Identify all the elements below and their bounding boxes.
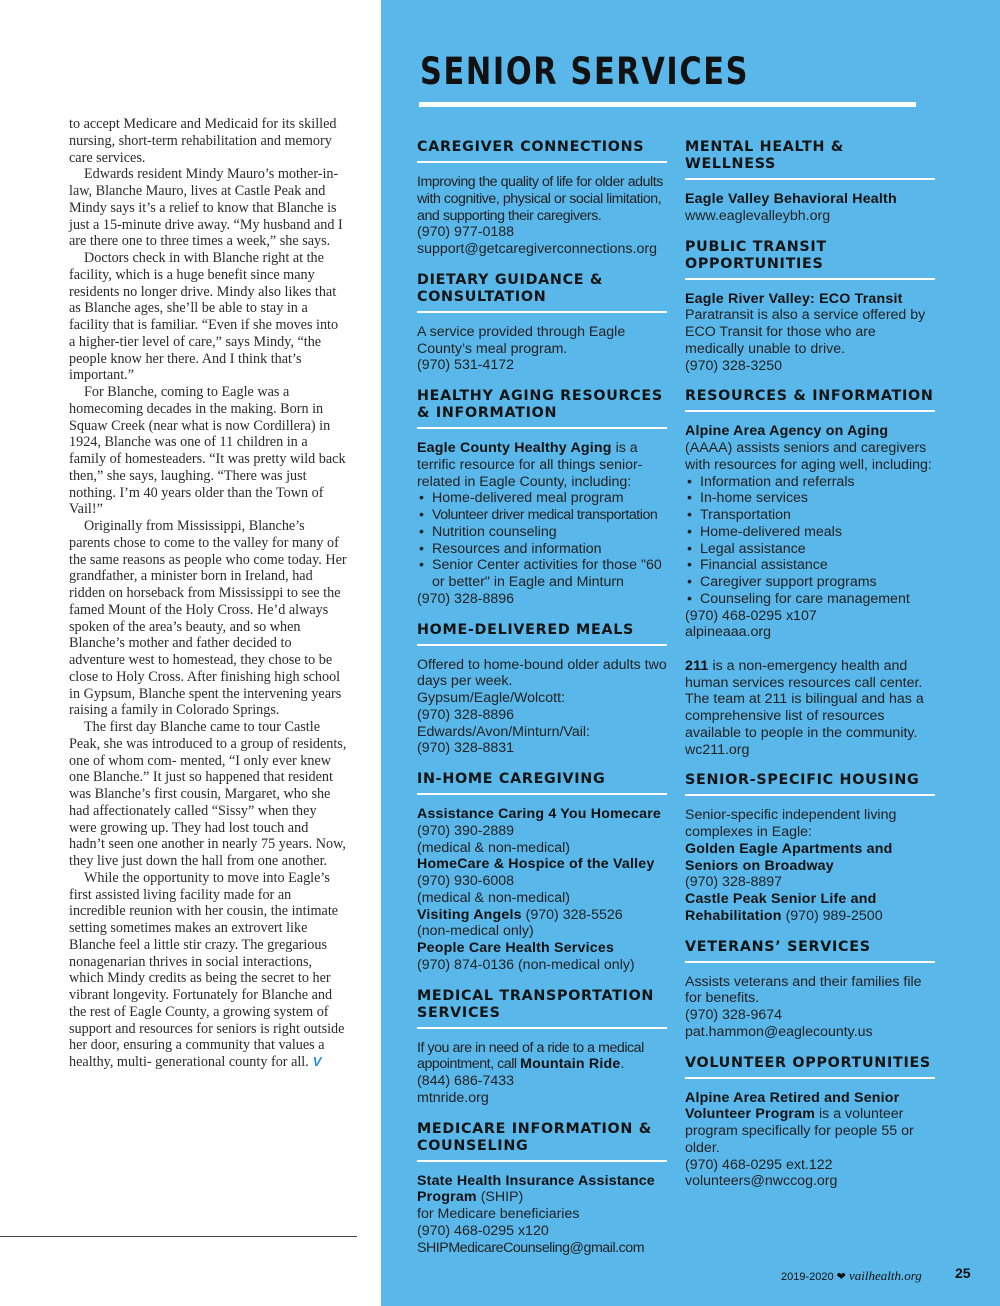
section-medical-transportation: MEDICAL TRANSPORTATION SERVICES If you are in need of a ride to a medical appointment, call Mountain Ride. (844) 686-7433 mtnride.org: [417, 988, 667, 1107]
provider-name: Alpine Area Agency on Aging: [685, 423, 889, 440]
list-item: • Financial assistance: [685, 557, 935, 574]
services-column-right: [685, 139, 935, 1204]
website-link[interactable]: www.eaglevalleybh.org: [685, 207, 831, 224]
list-item: • Counseling for care management: [685, 591, 935, 608]
provider-note: (medical & non-medical): [417, 889, 570, 906]
section-heading: MEDICAL TRANSPORTATION SERVICES: [417, 988, 667, 1029]
list-item: • Home-delivered meals: [685, 524, 935, 541]
issue-year: 2019-2020: [781, 1271, 834, 1283]
provider-name: 211: [685, 657, 709, 674]
heart-icon: ❤: [836, 1271, 846, 1283]
provider-name: Castle Peak Senior Life and Rehabilitation: [685, 891, 877, 924]
section-dietary-guidance: [417, 272, 667, 374]
provider-abbreviation: (SHIP): [480, 1189, 524, 1206]
section-description: Paratransit is also a service offered by ECO Transit for those who are medically unable to drive.: [685, 307, 926, 357]
email-link[interactable]: SHIPMedicareCounseling@gmail.com: [417, 1239, 645, 1256]
section-heading: IN-HOME CAREGIVING: [417, 771, 667, 795]
article-paragraph: The first day Blanche came to tour Castle Peak, she was introduced to a group of residents, one of whom com- mented, “I only ever knew one Blanche.” It just so happened that resident was Blanche’s first cousin, Margaret, who she had affectionately called “Sissy” when they were growing up. They had lost touch and hadn’t seen one another in nearly 75 years. Now, they live just down the hall from one another.: [69, 719, 347, 869]
provider-name: Golden Eagle Apartments and Seniors on Broadway: [685, 840, 893, 874]
phone-number: (970) 328-8831: [417, 740, 515, 757]
section-heading: RESOURCES & INFORMATION: [685, 388, 935, 412]
email-link[interactable]: support@getcaregiverconnections.org: [417, 241, 657, 257]
phone-number: (970) 930-6008: [417, 873, 515, 889]
section-description: Senior-specific independent living complexes in Eagle:: [685, 807, 897, 840]
phone-number: (970) 468-0295 x107: [685, 607, 817, 624]
service-area: Gypsum/Eagle/Wolcott:: [417, 690, 565, 706]
page-footer: [781, 1268, 922, 1284]
bottom-rule: [0, 1236, 357, 1237]
phone-number: (970) 390-2889: [417, 822, 515, 839]
list-item: • Information and referrals: [685, 474, 935, 491]
website-link[interactable]: mtnride.org: [417, 1089, 489, 1106]
section-description: is a non-emergency health and human services resources call center. The team at 211 is bilingual and has a comprehensive list of resources available to people in the community.: [685, 657, 924, 741]
page-number: 25: [955, 1265, 971, 1281]
section-home-delivered-meals: [417, 622, 667, 758]
provider-name: Eagle County Healthy Aging: [417, 440, 612, 456]
section-heading: MENTAL HEALTH & WELLNESS: [685, 139, 935, 180]
list-item: • Resources and information: [417, 541, 667, 558]
phone-number: (970) 328-9674: [685, 1007, 783, 1023]
service-area: Edwards/Avon/Minturn/Vail:: [417, 723, 590, 740]
services-column-left: [417, 139, 667, 1270]
provider-name: Eagle Valley Behavioral Health: [685, 191, 897, 207]
phone-number: (970) 328-3250: [685, 357, 783, 374]
service-list: [417, 490, 667, 591]
list-item: • Transportation: [685, 507, 935, 524]
phone-number: (970) 468-0295 ext.122: [685, 1156, 833, 1173]
section-medicare-counseling: [417, 1121, 667, 1257]
section-heading: DIETARY GUIDANCE & CONSULTATION: [417, 272, 667, 313]
section-description: If you are in need of a ride to a medical appointment, call: [417, 1039, 644, 1073]
section-description: (AAAA) assists seniors and caregivers with resources for aging well, including:: [685, 440, 932, 473]
phone-number: (844) 686-7433: [417, 1073, 515, 1089]
section-veterans-services: [685, 939, 935, 1041]
article-paragraph: Doctors check in with Blanche right at the facility, which is a huge benefit since many residents no longer drive. Mindy also likes that as Blanche ages, she’ll be able to stay in a facility that is familiar. “Even if she moves into a higher-tier level of care,” says Mindy, “the people know her there. And I think that’s important.”: [69, 250, 339, 384]
list-item: • Legal assistance: [685, 541, 935, 558]
list-item: • Volunteer driver medical transportation: [417, 507, 667, 524]
provider-name: Alpine Area Retired and Senior Volunteer Program: [685, 1089, 900, 1123]
section-heading: HOME-DELIVERED MEALS: [417, 622, 667, 646]
section-heading: VOLUNTEER OPPORTUNITIES: [685, 1055, 935, 1079]
section-description: for Medicare beneficiaries: [417, 1206, 580, 1222]
website-footer: vailhealth.org: [848, 1268, 922, 1283]
provider-name: Assistance Caring 4 You Homecare: [417, 806, 662, 822]
email-link[interactable]: pat.hammon@eaglecounty.us: [685, 1023, 873, 1040]
article-column: [69, 116, 347, 1071]
provider-note: (medical & non-medical): [417, 839, 570, 856]
provider-note: (non-medical only): [417, 923, 534, 940]
phone-number: (970) 989-2500: [785, 907, 883, 924]
phone-number: (970) 977-0188: [417, 224, 515, 241]
website-link[interactable]: alpineaaa.org: [685, 624, 771, 641]
phone-number: (970) 328-8897: [685, 874, 783, 891]
email-link[interactable]: volunteers@nwccog.org: [685, 1173, 838, 1190]
section-resources-information: [685, 388, 935, 758]
phone-number: (970) 874-0136 (non-medical only): [417, 956, 635, 973]
phone-number: (970) 531-4172: [417, 357, 515, 374]
section-description: is a terrific resource for all things senior-related in Eagle County, including:: [417, 440, 643, 490]
section-heading: CAREGIVER CONNECTIONS: [417, 139, 667, 163]
section-senior-housing: [685, 772, 935, 924]
phone-number: (970) 328-8896: [417, 590, 515, 607]
website-link[interactable]: wc211.org: [685, 741, 750, 758]
phone-number: (970) 468-0295 x120: [417, 1222, 549, 1239]
section-in-home-caregiving: [417, 771, 667, 974]
section-heading: SENIOR-SPECIFIC HOUSING: [685, 772, 935, 796]
section-caregiver-connections: [417, 139, 667, 258]
section-description: is a volunteer program specifically for people 55 or older.: [685, 1106, 914, 1156]
section-heading: VETERANS’ SERVICES: [685, 939, 935, 963]
provider-name: State Health Insurance Assistance Program: [417, 1172, 655, 1206]
panel-title: SENIOR SERVICES: [420, 50, 750, 93]
article-paragraph: Originally from Mississippi, Blanche’s parents chose to come to the valley for many of the same reasons as people who come today. Her grandfather, a minister born in Ireland, had ridden on horseback from Mississippi to see the famed Mount of the Holy Cross. He’d always spoken of the area’s beauty, and so when Blanche’s mother and father decided to adventure west to homestead, they chose to be close to Holy Cross. After finishing high school in Gypsum, Blanche spent the intervening years raising a family in Colorado Springs.: [69, 518, 347, 719]
title-rule: [419, 102, 916, 107]
provider-name: Mountain Ride: [520, 1056, 621, 1073]
phone-number: (970) 328-8896: [417, 706, 515, 723]
service-list: [685, 474, 935, 608]
section-description: Improving the quality of life for older adults with cognitive, physical or social limitation, and supporting their caregivers.: [417, 174, 663, 224]
section-description: A service provided through Eagle County’s meal program.: [417, 323, 626, 357]
list-item: • Caregiver support programs: [685, 574, 935, 591]
phone-number: (970) 328-5526: [525, 906, 623, 923]
section-heading: PUBLIC TRANSIT OPPORTUNITIES: [685, 239, 935, 280]
provider-name: Visiting Angels: [417, 906, 522, 923]
section-heading: MEDICARE INFORMATION & COUNSELING: [417, 1121, 667, 1162]
article-paragraph-last: [69, 870, 347, 1071]
article-paragraph-text: While the opportunity to move into Eagle’s first assisted living facility made for an incredible reunion with her cousin, the intimate setting sometimes makes an extrovert like Blanche feel a little stir crazy. The gregarious nonagenarian thrives in social interactions, which Mindy credits as being the secret to her vibrant longevity. Fortunately for Blanche and the rest of Eagle County, a growing system of support and resources for seniors is right outside her door, ensuring a community that values a healthy, multi- generational county for all.: [69, 869, 345, 1070]
section-healthy-aging: [417, 388, 667, 608]
article-paragraph: For Blanche, coming to Eagle was a homecoming decades in the making. Born in Squaw Creek (near what is now Cordillera) in 1924, Blanche was one of 11 children in a family of homesteaders. “It was pretty wild back then,” she says, laughing. “There was just nothing. I’m 40 years older than the Town of Vail!”: [69, 384, 346, 518]
section-volunteer-opportunities: [685, 1055, 935, 1191]
section-description: Offered to home-bound older adults two days per week.: [417, 656, 667, 690]
provider-name: HomeCare & Hospice of the Valley: [417, 856, 655, 873]
list-item: • Senior Center activities for those "60 or better" in Eagle and Minturn: [417, 557, 667, 591]
section-heading: HEALTHY AGING RESOURCES & INFORMATION: [417, 388, 667, 429]
article-paragraph: to accept Medicare and Medicaid for its skilled nursing, short-term rehabilitation and memory care services.: [69, 116, 337, 166]
list-item: • Home-delivered meal program: [417, 490, 667, 507]
section-public-transit: [685, 239, 935, 375]
provider-name: Eagle River Valley: ECO Transit: [685, 290, 903, 307]
section-description: Assists veterans and their families file for benefits.: [685, 973, 922, 1007]
section-mental-health: [685, 139, 935, 225]
list-item: • In-home services: [685, 490, 935, 507]
list-item: • Nutrition counseling: [417, 524, 667, 541]
article-paragraph: Edwards resident Mindy Mauro’s mother-in-law, Blanche Mauro, lives at Castle Peak and Mindy says it’s a relief to know that Blanche is just a 15-minute drive away. “My husband and I are there one to three times a week,” she says.: [69, 166, 343, 250]
provider-name: People Care Health Services: [417, 940, 615, 956]
end-mark-logo: V: [312, 1054, 322, 1069]
